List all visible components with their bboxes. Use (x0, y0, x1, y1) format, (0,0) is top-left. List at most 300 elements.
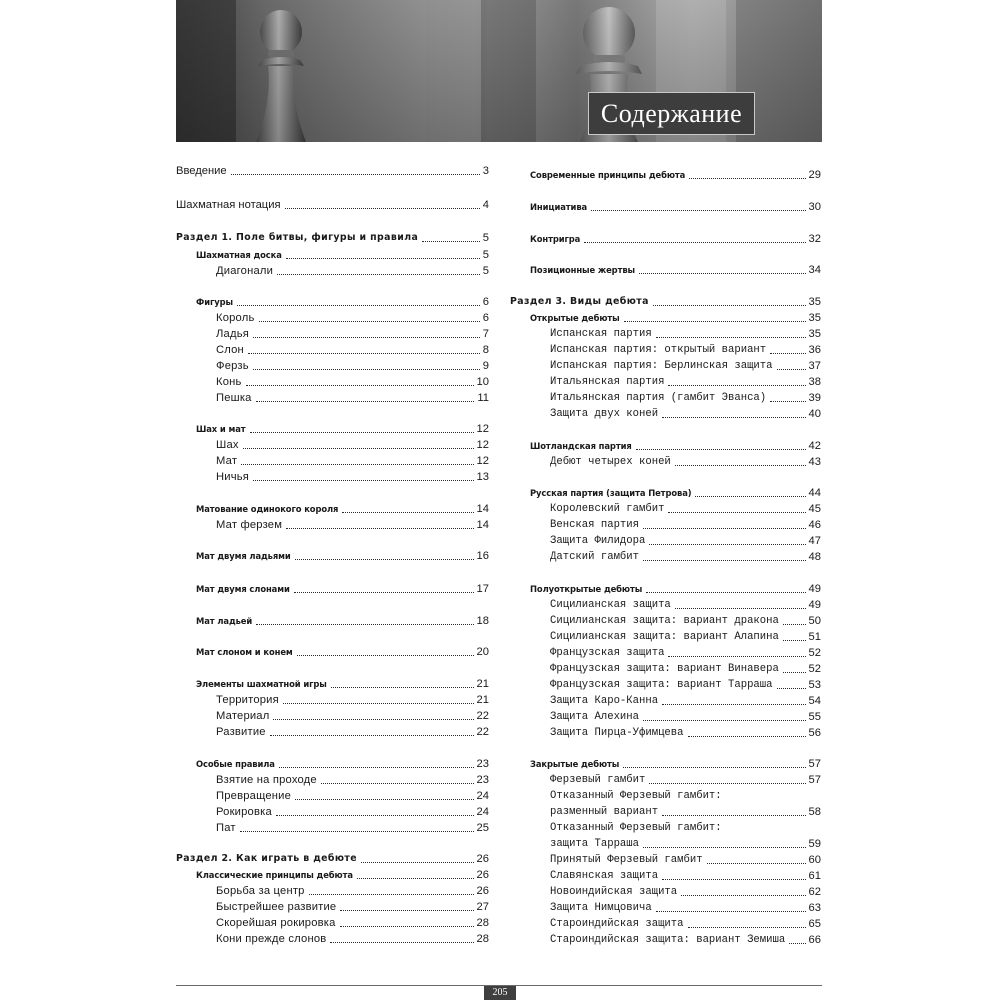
dot-leader (789, 942, 805, 944)
toc-entry-title: Шотландская партия (530, 441, 632, 451)
dot-leader (653, 304, 806, 306)
toc-entry-page: 59 (808, 838, 821, 850)
toc-entry-page: 44 (808, 487, 821, 499)
toc-entry (176, 866, 489, 882)
toc-entry-page: 51 (808, 631, 821, 643)
toc-entry-page: 6 (482, 312, 489, 324)
toc-entry-page: 11 (477, 392, 489, 404)
dot-leader (237, 304, 480, 306)
dot-leader (668, 511, 805, 513)
dot-leader (295, 558, 474, 560)
toc-entry (176, 803, 489, 819)
toc-entry-title: Пат (216, 822, 236, 834)
toc-entry-title: Превращение (216, 790, 292, 802)
dot-leader (695, 495, 805, 497)
toc-entry (510, 771, 821, 787)
dot-leader (330, 941, 473, 943)
dot-leader (295, 798, 474, 800)
toc-entry (176, 675, 489, 691)
toc-entry-title: Испанская партия (550, 328, 652, 340)
dot-leader (643, 719, 806, 721)
toc-entry (510, 325, 821, 341)
toc-entry (176, 771, 489, 787)
toc-entry-title: Инициатива (530, 202, 588, 212)
dot-leader (783, 623, 806, 625)
dot-leader (286, 527, 473, 529)
toc-entry-title: Защита Каро-Канна (550, 695, 659, 707)
toc-entry-page: 57 (808, 758, 821, 770)
dot-leader (770, 400, 805, 402)
toc-entry (510, 628, 821, 644)
toc-entry-page: 26 (476, 853, 489, 865)
toc-entry-title: Сицилианская защита: вариант Алапина (550, 631, 779, 643)
toc-entry-title: Отказанный Ферзевый гамбит: (550, 822, 722, 834)
toc-entry (176, 229, 489, 245)
dot-leader (283, 702, 474, 704)
toc-entry-title: Французская защита: вариант Винавера (550, 663, 779, 675)
dot-leader (297, 654, 474, 656)
dot-leader (668, 655, 805, 657)
toc-entry-page: 24 (476, 806, 489, 818)
toc-entry (176, 850, 489, 866)
toc-entry (176, 436, 489, 452)
toc-entry-page: 35 (808, 328, 821, 340)
toc-entry-page: 35 (808, 296, 821, 308)
toc-entry-page: 5 (482, 265, 489, 277)
toc-entry-title: Шахматная доска (196, 250, 282, 260)
toc-entry-title: Испанская партия: Берлинская защита (550, 360, 773, 372)
dot-leader (309, 893, 474, 895)
dot-leader (636, 448, 806, 450)
toc-entry-title: Мат двумя слонами (196, 584, 290, 594)
toc-entry-page: 16 (476, 550, 489, 562)
toc-entry-page: 62 (808, 886, 821, 898)
toc-entry-title: Мат ладьей (196, 616, 253, 626)
toc-entry-title: Итальянская партия (550, 376, 665, 388)
dot-leader (688, 926, 806, 928)
toc-entry (510, 500, 821, 516)
toc-entry-title: Шахматная нотация (176, 199, 281, 211)
dot-leader (668, 384, 805, 386)
toc-entry (510, 341, 821, 357)
dot-leader (689, 177, 805, 179)
toc-entry (510, 596, 821, 612)
toc-entry-page: 58 (808, 806, 821, 818)
toc-entry-title: Мат ферзем (216, 519, 283, 531)
toc-entry (510, 835, 821, 851)
toc-entry (510, 230, 821, 246)
toc-entry (510, 532, 821, 548)
dot-leader (624, 320, 806, 322)
toc-entry-title: Раздел 3. Виды дебюта (510, 296, 649, 307)
toc-entry-page: 66 (808, 934, 821, 946)
dot-leader (662, 878, 805, 880)
toc-entry-page: 23 (476, 774, 489, 786)
toc-entry-page: 12 (476, 455, 489, 467)
toc-entry (176, 373, 489, 389)
toc-entry-page: 34 (808, 264, 821, 276)
toc-entry-page: 42 (808, 440, 821, 452)
toc-entry-title: Мат двумя ладьями (196, 551, 291, 561)
toc-entry (176, 196, 489, 212)
toc-entry-title: Матование одинокого короля (196, 504, 339, 514)
toc-entry-title: защита Тарраша (550, 838, 640, 850)
toc-entry (510, 373, 821, 389)
toc-entry-page: 14 (476, 519, 489, 531)
toc-entry (510, 867, 821, 883)
dot-leader (240, 830, 474, 832)
toc-entry-title: Ферзевый гамбит (550, 774, 646, 786)
dot-leader (277, 273, 480, 275)
toc-entry-title: разменный вариант (550, 806, 659, 818)
toc-entry-page: 61 (808, 870, 821, 882)
toc-entry-title: Французская защита (550, 647, 665, 659)
toc-entry-page: 29 (808, 169, 821, 181)
toc-entry (176, 357, 489, 373)
toc-entry-title: Раздел 1. Поле битвы, фигуры и правила (176, 232, 419, 243)
toc-entry-title: Слон (216, 344, 244, 356)
dot-leader (246, 384, 474, 386)
toc-entry-page: 26 (476, 885, 489, 897)
toc-entry (176, 882, 489, 898)
dot-leader (639, 272, 806, 274)
toc-entry-page: 4 (482, 199, 489, 211)
toc-entry-title: Раздел 2. Как играть в дебюте (176, 853, 357, 864)
dot-leader (584, 241, 805, 243)
dot-leader (273, 718, 473, 720)
toc-entry-title: Кони прежде слонов (216, 933, 327, 945)
toc-entry-title: Итальянская партия (гамбит Эванса) (550, 392, 767, 404)
toc-entry (510, 516, 821, 532)
toc-entry (176, 914, 489, 930)
dot-leader (248, 352, 480, 354)
dot-leader (243, 447, 474, 449)
toc-entry (176, 341, 489, 357)
dot-leader (294, 591, 474, 593)
toc-entry (510, 453, 821, 469)
dot-leader (707, 862, 806, 864)
toc-entry (176, 500, 489, 516)
dot-leader (643, 559, 806, 561)
toc-entry-page: 12 (476, 423, 489, 435)
toc-entry-title: Французская защита: вариант Тарраша (550, 679, 773, 691)
toc-entry-title: Борьба за центр (216, 885, 305, 897)
toc-entry-title: Мат слоном и конем (196, 647, 293, 657)
toc-entry (176, 309, 489, 325)
toc-entry (176, 930, 489, 946)
toc-entry (510, 405, 821, 421)
toc-entry-title: Шах и мат (196, 424, 246, 434)
toc-entry-title: Открытые дебюты (530, 313, 620, 323)
toc-entry-page: 17 (476, 583, 489, 595)
toc-entry (176, 755, 489, 771)
toc-entry-title: Сицилианская защита (550, 599, 671, 611)
dot-leader (231, 173, 480, 175)
toc-entry (176, 787, 489, 803)
toc-entry-title: Король (216, 312, 255, 324)
dot-leader (361, 861, 474, 863)
dot-leader (253, 336, 480, 338)
toc-entry-title: Позиционные жертвы (530, 265, 636, 275)
toc-entry-page: 65 (808, 918, 821, 930)
toc-entry-title: Рокировка (216, 806, 272, 818)
toc-entry-title: Скорейшая рокировка (216, 917, 336, 929)
dot-leader (286, 257, 480, 259)
toc-entry (510, 915, 821, 931)
dot-leader (340, 925, 474, 927)
toc-entry (510, 803, 821, 819)
toc-entry-page: 50 (808, 615, 821, 627)
toc-entry-title: Ферзь (216, 360, 249, 372)
toc-entry-title: Развитие (216, 726, 266, 738)
toc-entry (176, 516, 489, 532)
toc-entry-page: 22 (476, 726, 489, 738)
toc-entry-page: 26 (476, 869, 489, 881)
toc-entry-title: Элементы шахматной игры (196, 679, 327, 689)
toc-entry-page: 46 (808, 519, 821, 531)
toc-entry-title: Сицилианская защита: вариант дракона (550, 615, 779, 627)
toc-entry-title: Территория (216, 694, 279, 706)
toc-entry (176, 898, 489, 914)
toc-entry-page: 3 (482, 165, 489, 177)
toc-entry-page: 8 (482, 344, 489, 356)
toc-entry-title: Диагонали (216, 265, 274, 277)
dot-leader (321, 782, 474, 784)
toc-entry-title: Защита Нимцовича (550, 902, 652, 914)
toc-entry (176, 643, 489, 659)
toc-entry-page: 47 (808, 535, 821, 547)
toc-entry-page: 54 (808, 695, 821, 707)
toc-entry-title: Контригра (530, 234, 581, 244)
toc-entry-page: 28 (476, 917, 489, 929)
dot-leader (649, 782, 805, 784)
toc-entry (510, 389, 821, 405)
toc-entry (176, 723, 489, 739)
toc-entry (176, 420, 489, 436)
toc-entry (176, 707, 489, 723)
toc-entry-page: 24 (476, 790, 489, 802)
toc-entry-title: Защита Пирца-Уфимцева (550, 727, 684, 739)
toc-entry (510, 580, 821, 596)
dot-leader (777, 368, 806, 370)
toc-entry (510, 883, 821, 899)
toc-entry-title: Взятие на проходе (216, 774, 317, 786)
toc-entry-title: Венская партия (550, 519, 640, 531)
dot-leader (675, 607, 806, 609)
dot-leader (662, 703, 805, 705)
toc-entry-page: 36 (808, 344, 821, 356)
toc-entry (510, 692, 821, 708)
toc-entry-page: 63 (808, 902, 821, 914)
toc-entry-title: Принятый Ферзевый гамбит (550, 854, 703, 866)
toc-entry-page: 9 (482, 360, 489, 372)
toc-entry-title: Защита Филидора (550, 535, 646, 547)
dot-leader (256, 623, 473, 625)
toc-entry-page: 56 (808, 727, 821, 739)
dot-leader (681, 894, 805, 896)
toc-entry-page: 12 (476, 439, 489, 451)
dot-leader (623, 766, 805, 768)
toc-entry (176, 452, 489, 468)
toc-entry-page: 27 (476, 901, 489, 913)
toc-entry-title: Защита Алехина (550, 711, 640, 723)
toc-entry (510, 660, 821, 676)
toc-entry (510, 931, 821, 947)
toc-entry-title: Королевский гамбит (550, 503, 665, 515)
toc-entry (176, 262, 489, 278)
toc-entry (510, 724, 821, 740)
dot-leader (270, 734, 474, 736)
header-banner (176, 0, 822, 142)
toc-entry (176, 547, 489, 563)
toc-entry-page: 45 (808, 503, 821, 515)
dot-leader (279, 766, 474, 768)
toc-entry-page: 6 (482, 296, 489, 308)
toc-entry-page: 22 (476, 710, 489, 722)
toc-entry (510, 899, 821, 915)
dot-leader (285, 207, 480, 209)
toc-entry-title: Особые правила (196, 759, 275, 769)
page-title: Содержание (588, 92, 755, 135)
dot-leader (649, 543, 805, 545)
toc-entry (176, 612, 489, 628)
dot-leader (250, 431, 474, 433)
toc-entry (510, 644, 821, 660)
dot-leader (675, 464, 806, 466)
toc-entry-title: Современные принципы дебюта (530, 170, 686, 180)
toc-entry (176, 468, 489, 484)
dot-leader (777, 687, 806, 689)
toc-entry (510, 851, 821, 867)
page-number: 205 (484, 986, 516, 1000)
toc-entry (510, 548, 821, 564)
dot-leader (770, 352, 805, 354)
toc-entry (176, 325, 489, 341)
toc-entry-page: 20 (476, 646, 489, 658)
toc-entry-title: Испанская партия: открытый вариант (550, 344, 767, 356)
toc-entry (176, 389, 489, 405)
toc-entry-title: Материал (216, 710, 270, 722)
toc-entry-title: Русская партия (защита Петрова) (530, 488, 692, 498)
dot-leader (643, 527, 806, 529)
dot-leader (656, 910, 806, 912)
toc-entry (510, 612, 821, 628)
toc-entry-title: Славянская защита (550, 870, 659, 882)
dot-leader (688, 735, 806, 737)
toc-entry-title: Датский гамбит (550, 551, 640, 563)
toc-entry-page: 13 (476, 471, 489, 483)
toc-entry-title: Полуоткрытые дебюты (530, 584, 643, 594)
toc-entry (510, 676, 821, 692)
dot-leader (783, 671, 806, 673)
toc-entry-title: Дебют четырех коней (550, 456, 671, 468)
toc-entry-page: 5 (482, 249, 489, 261)
toc-entry (510, 437, 821, 453)
toc-entry (176, 162, 489, 178)
toc-entry-page: 38 (808, 376, 821, 388)
toc-entry (510, 708, 821, 724)
toc-entry (510, 198, 821, 214)
dot-leader (591, 209, 805, 211)
toc-entry-title: Мат (216, 455, 238, 467)
toc-entry-title: Шах (216, 439, 239, 451)
dot-leader (783, 639, 806, 641)
dot-leader (259, 320, 480, 322)
toc-entry (176, 246, 489, 262)
dot-leader (656, 336, 806, 338)
dot-leader (241, 463, 473, 465)
toc-entry (510, 755, 821, 771)
toc-entry-title: Ладья (216, 328, 249, 340)
toc-entry-page: 49 (808, 599, 821, 611)
toc-entry (510, 261, 821, 277)
toc-entry-page: 35 (808, 312, 821, 324)
toc-entry-page: 57 (808, 774, 821, 786)
dot-leader (331, 686, 474, 688)
toc-entry-page: 48 (808, 551, 821, 563)
toc-entry-title: Ничья (216, 471, 250, 483)
toc-entry-page: 43 (808, 456, 821, 468)
toc-entry-page: 53 (808, 679, 821, 691)
toc-entry (176, 691, 489, 707)
toc-entry-title: Новоиндийская защита (550, 886, 678, 898)
toc-entry (176, 819, 489, 835)
toc-entry-page: 10 (476, 376, 489, 388)
toc-entry-page: 37 (808, 360, 821, 372)
toc-entry-title: Фигуры (196, 297, 233, 307)
toc-entry-page: 25 (476, 822, 489, 834)
toc-entry-page: 18 (476, 615, 489, 627)
toc-entry-title: Быстрейшее развитие (216, 901, 337, 913)
toc-entry-title: Введение (176, 165, 227, 177)
toc-entry-page: 7 (482, 328, 489, 340)
dot-leader (422, 240, 480, 242)
dot-leader (342, 511, 473, 513)
toc-entry-title: Отказанный Ферзевый гамбит: (550, 790, 722, 802)
toc-entry-page: 23 (476, 758, 489, 770)
dot-leader (662, 814, 805, 816)
toc-entry (510, 309, 821, 325)
toc-entry (510, 484, 821, 500)
toc-entry-page: 39 (808, 392, 821, 404)
dot-leader (643, 846, 806, 848)
dot-leader (662, 416, 805, 418)
toc-entry-title: Староиндийская защита (550, 918, 684, 930)
toc-entry-page: 21 (476, 678, 489, 690)
toc-entry-title: Конь (216, 376, 242, 388)
toc-entry-page: 52 (808, 647, 821, 659)
dot-leader (646, 591, 805, 593)
toc-entry-page: 14 (476, 503, 489, 515)
toc-entry-page: 55 (808, 711, 821, 723)
toc-entry-title: Закрытые дебюты (530, 759, 620, 769)
toc-entry-page: 40 (808, 408, 821, 420)
toc-entry (176, 580, 489, 596)
toc-entry-page: 30 (808, 201, 821, 213)
toc-entry-page: 60 (808, 854, 821, 866)
dot-leader (253, 368, 480, 370)
toc-entry (510, 819, 821, 835)
dot-leader (253, 479, 474, 481)
dot-leader (256, 400, 475, 402)
dot-leader (276, 814, 474, 816)
toc-entry-page: 32 (808, 233, 821, 245)
toc-entry (510, 357, 821, 373)
toc-entry-title: Защита двух коней (550, 408, 659, 420)
dot-leader (340, 909, 473, 911)
toc-entry-title: Классические принципы дебюта (196, 870, 353, 880)
toc-entry (510, 166, 821, 182)
